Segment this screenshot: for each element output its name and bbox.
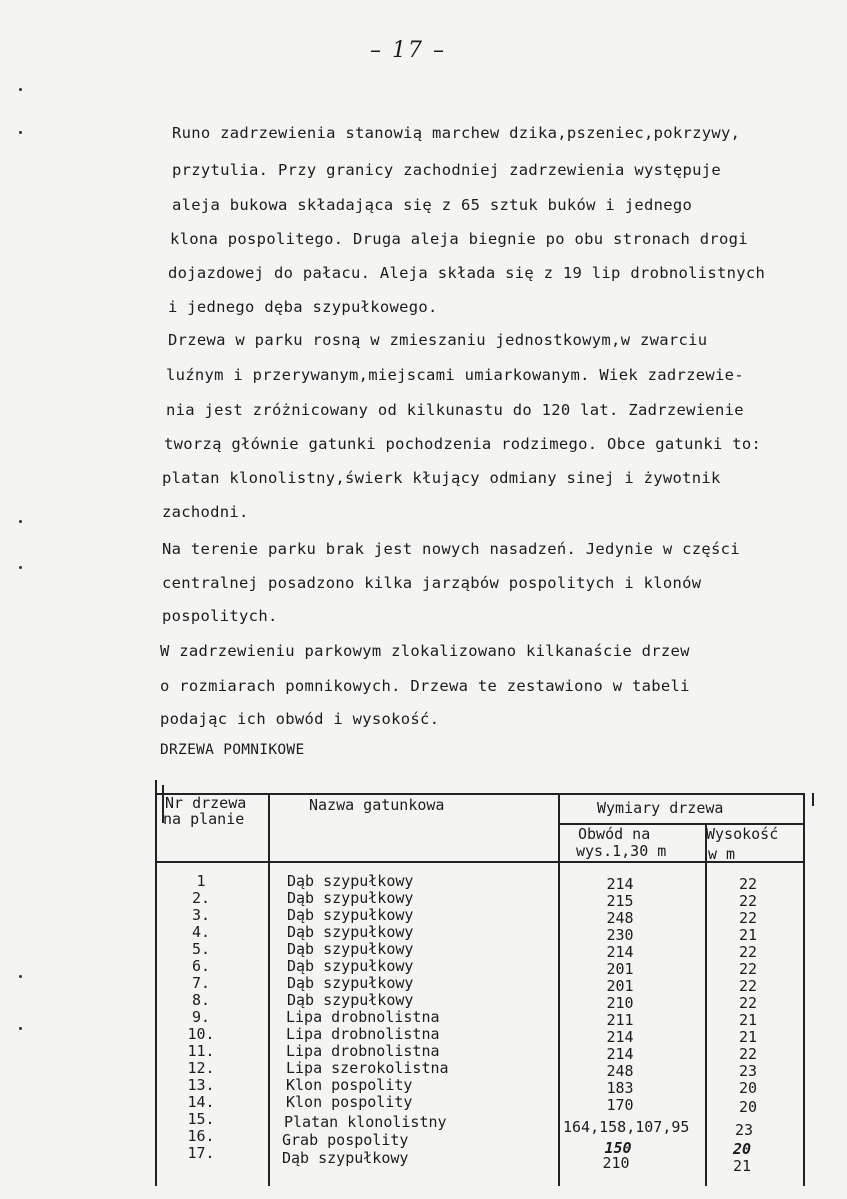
cell-name: Klon pospolity xyxy=(286,1093,413,1111)
margin-mark xyxy=(19,88,22,91)
text-line: o rozmiarach pomnikowych. Drzewa te zestawiono w tabeli xyxy=(160,677,690,695)
cell-name: Dąb szypułkowy xyxy=(287,889,414,907)
cell-name: Lipa drobnolistna xyxy=(286,1008,440,1026)
cell-nr: 1 xyxy=(196,872,206,890)
cell-height: 22 xyxy=(738,960,758,978)
text-line: Drzewa w parku rosną w zmieszaniu jednostkowym,w zwarciu xyxy=(168,331,708,349)
cell-circumference: 201 xyxy=(606,960,634,978)
text-line: podając ich obwód i wysokość. xyxy=(160,710,440,728)
header-dimensions: Wymiary drzewa xyxy=(597,799,724,817)
table-col-divider xyxy=(705,823,707,1186)
text-line: i jednego dęba szypułkowego. xyxy=(168,298,438,316)
cell-height: 20 xyxy=(732,1140,752,1158)
cell-name: Dąb szypułkowy xyxy=(287,923,414,941)
cell-nr: 10. xyxy=(187,1025,215,1043)
cell-nr: 4. xyxy=(191,923,211,941)
cell-height: 22 xyxy=(738,909,758,927)
cell-height: 23 xyxy=(734,1121,754,1139)
table-border-top xyxy=(155,793,805,795)
header-name: Nazwa gatunkowa xyxy=(309,796,445,814)
cell-nr: 7. xyxy=(191,974,211,992)
text-line: pospolitych. xyxy=(162,607,278,625)
text-line: Runo zadrzewienia stanowią marchew dzika,pszeniec,pokrzywy, xyxy=(172,124,741,142)
cell-height: 21 xyxy=(732,1157,752,1175)
header-nr-sub: na planie xyxy=(163,810,245,828)
cell-circumference: 214 xyxy=(606,1028,634,1046)
margin-mark xyxy=(19,131,22,134)
text-line: W zadrzewieniu parkowym zlokalizowano kilkanaście drzew xyxy=(160,642,690,660)
cell-circumference: 230 xyxy=(606,926,634,944)
cell-circumference: 210 xyxy=(606,994,634,1012)
cell-circumference: 183 xyxy=(606,1079,634,1097)
cell-nr: 2. xyxy=(191,889,211,907)
cell-circumference: 214 xyxy=(606,875,634,893)
text-line: platan klonolistny,świerk kłujący odmiany sinej i żywotnik xyxy=(162,469,721,487)
text-line: przytulia. Przy granicy zachodniej zadrzewienia występuje xyxy=(172,161,722,179)
cell-name: Lipa drobnolistna xyxy=(286,1042,440,1060)
text-line: klona pospolitego. Druga aleja biegnie po obu stronach drogi xyxy=(170,230,748,248)
cell-height: 21 xyxy=(738,926,758,944)
table-col-divider xyxy=(268,793,270,1186)
cell-height: 22 xyxy=(738,892,758,910)
cell-height: 23 xyxy=(738,1062,758,1080)
cell-height: 20 xyxy=(738,1079,758,1097)
page-number: – 17 – xyxy=(370,38,446,63)
cell-name: Dąb szypułkowy xyxy=(287,872,414,890)
header-circumference-sub: wys.1,30 m xyxy=(576,842,667,860)
text-line: centralnej posadzono kilka jarząbów pospolitych i klonów xyxy=(162,574,702,592)
cell-name: Lipa szerokolistna xyxy=(286,1059,449,1077)
cell-name: Dąb szypułkowy xyxy=(287,991,414,1009)
text-line: zachodni. xyxy=(162,503,249,521)
cell-circumference: 170 xyxy=(606,1096,634,1114)
cell-circumference: 150 xyxy=(604,1139,632,1157)
cell-nr: 8. xyxy=(191,991,211,1009)
text-line: Na terenie parku brak jest nowych nasadzeń. Jedynie w części xyxy=(162,540,740,558)
margin-tick xyxy=(812,793,814,806)
cell-nr: 16. xyxy=(187,1127,215,1145)
cell-circumference: 210 xyxy=(602,1154,630,1172)
cell-circumference: 215 xyxy=(606,892,634,910)
cell-nr: 6. xyxy=(191,957,211,975)
cell-height: 22 xyxy=(738,943,758,961)
cell-height: 22 xyxy=(738,994,758,1012)
text-line: luźnym i przerywanym,miejscami umiarkowanym. Wiek zadrzewie- xyxy=(166,366,744,384)
text-line: dojazdowej do pałacu. Aleja składa się z 19 lip drobnolistnych xyxy=(168,264,766,282)
cell-name: Dąb szypułkowy xyxy=(287,906,414,924)
cell-circumference: 214 xyxy=(606,943,634,961)
cell-circumference: 214 xyxy=(606,1045,634,1063)
header-nr: Nr drzewa xyxy=(165,794,247,812)
cell-circumference: 201 xyxy=(606,977,634,995)
cell-circumference: 248 xyxy=(606,909,634,927)
cell-nr: 15. xyxy=(187,1110,215,1128)
margin-mark xyxy=(19,520,22,523)
cell-nr: 14. xyxy=(187,1093,215,1111)
cell-name: Dąb szypułkowy xyxy=(287,940,414,958)
cell-nr: 12. xyxy=(187,1059,215,1077)
cell-nr: 13. xyxy=(187,1076,215,1094)
text-line: tworzą głównie gatunki pochodzenia rodzimego. Obce gatunki to: xyxy=(164,435,762,453)
margin-mark xyxy=(19,1027,22,1030)
cell-height: 21 xyxy=(738,1011,758,1029)
table-title: DRZEWA POMNIKOWE xyxy=(160,742,305,758)
cell-name: Platan klonolistny xyxy=(284,1113,447,1131)
cell-name: Klon pospolity xyxy=(286,1076,413,1094)
cell-circumference: 164,158,107,95 xyxy=(563,1118,690,1136)
cell-height: 22 xyxy=(738,1045,758,1063)
cell-name: Lipa drobnolistna xyxy=(286,1025,440,1043)
text-line: aleja bukowa składająca się z 65 sztuk buków i jednego xyxy=(172,196,693,214)
cell-name: Dąb szypułkowy xyxy=(282,1149,409,1167)
cell-nr: 3. xyxy=(191,906,211,924)
cell-nr: 5. xyxy=(191,940,211,958)
table-border-left xyxy=(155,780,157,1186)
cell-height: 21 xyxy=(738,1028,758,1046)
cell-nr: 11. xyxy=(187,1042,215,1060)
cell-circumference: 211 xyxy=(606,1011,634,1029)
cell-name: Grab pospolity xyxy=(282,1131,409,1149)
cell-nr: 9. xyxy=(191,1008,211,1026)
text-line: nia jest zróżnicowany od kilkunastu do 120 lat. Zadrzewienie xyxy=(166,401,744,419)
cell-name: Dąb szypułkowy xyxy=(287,957,414,975)
cell-height: 22 xyxy=(738,977,758,995)
margin-mark xyxy=(19,566,22,569)
table-border-right xyxy=(803,793,805,1186)
cell-height: 20 xyxy=(738,1098,758,1116)
header-height-sub: w m xyxy=(708,845,736,863)
margin-mark xyxy=(19,975,22,978)
cell-height: 22 xyxy=(738,875,758,893)
header-height: Wysokość xyxy=(706,825,779,843)
cell-nr: 17. xyxy=(187,1144,215,1162)
cell-circumference: 248 xyxy=(606,1062,634,1080)
table-col-divider xyxy=(558,793,560,1186)
cell-name: Dąb szypułkowy xyxy=(287,974,414,992)
header-circumference: Obwód na xyxy=(578,825,651,843)
